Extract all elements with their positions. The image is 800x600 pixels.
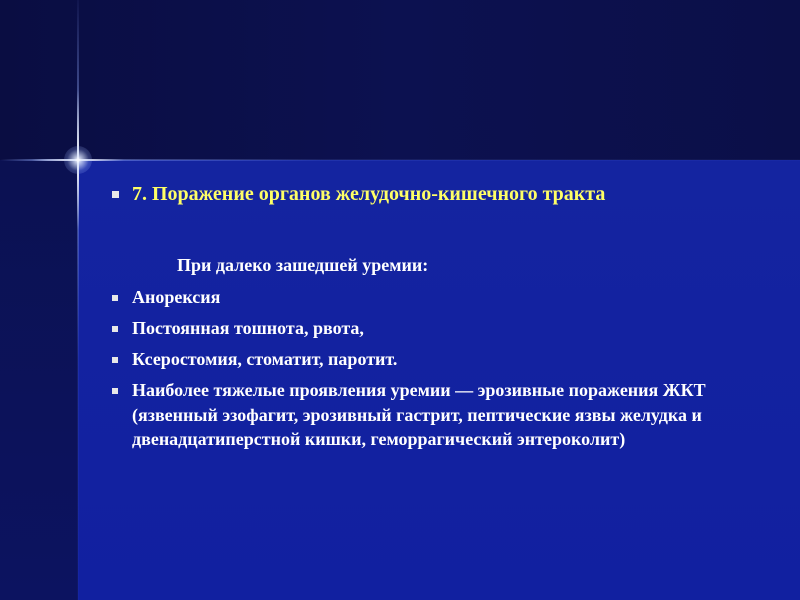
- list-item-text: Ксеростомия, стоматит, паротит.: [132, 349, 398, 369]
- list-item-text: Наиболее тяжелые проявления уремии — эрозивные поражения ЖКТ (язвенный эзофагит, эрозивный гастрит, пептические язвы желудка и двенадцатиперстной кишки, геморрагический энтероколит): [132, 380, 706, 449]
- heading-text: 7. Поражение органов желудочно-кишечного тракта: [132, 183, 606, 205]
- square-bullet-icon: [112, 191, 119, 198]
- subheading-text: При далеко зашедшей уремии:: [177, 255, 429, 275]
- list-item-text: Постоянная тошнота, рвота,: [132, 318, 364, 338]
- square-bullet-icon: [112, 357, 118, 363]
- square-bullet-icon: [112, 388, 118, 394]
- square-bullet-icon: [112, 326, 118, 332]
- list-item-text: Анорексия: [132, 287, 221, 307]
- square-bullet-icon: [112, 295, 118, 301]
